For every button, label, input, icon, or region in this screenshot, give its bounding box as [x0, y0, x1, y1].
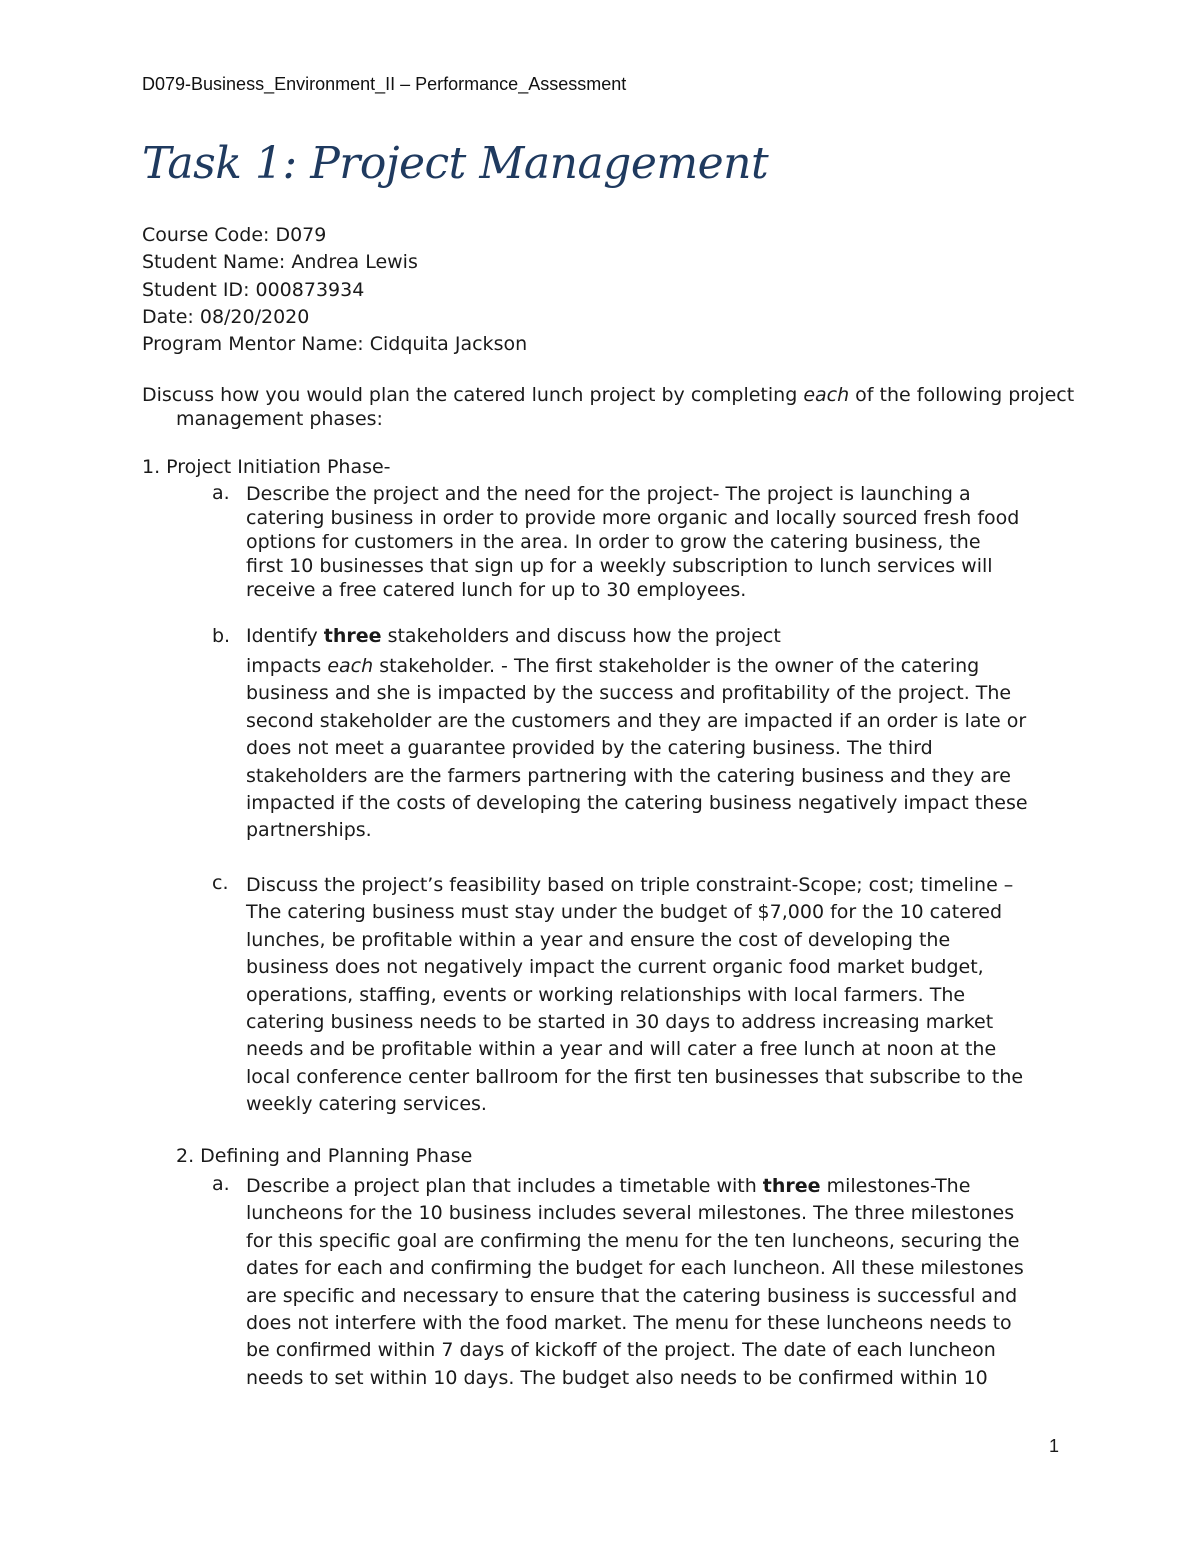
text-line: needs to set within 10 days. The budget also needs to be confirmed within 10 [246, 1366, 988, 1389]
intro-text-1: Discuss how you would plan the catered lunch project by completing [142, 384, 804, 406]
intro-text-2: of the following project management phases: [176, 384, 1075, 430]
text-line: does not interfere with the food market. The menu for these luncheons needs to [246, 1312, 1012, 1335]
text-line [246, 1173, 1024, 1200]
item-1a-marker: a. [212, 482, 230, 504]
text-line: options for customers in the area. In order to grow the catering business, the [246, 531, 981, 554]
text-line: Describe the project and the need for the project- The project is launching a [246, 483, 971, 505]
text-line: operations, staffing, events or working relationships with local farmers. The [246, 983, 966, 1006]
text-span: stakeholder. - The first stakeholder is the owner of the catering [373, 655, 980, 677]
text-line: catering business in order to provide more organic and locally sourced fresh food [246, 507, 1020, 530]
item-2a-text [246, 1173, 1024, 1392]
text-line: business and she is impacted by the success and profitability of the project. The [246, 682, 1012, 705]
item-1b-text [246, 653, 1028, 845]
page-number: 1 [1049, 1436, 1060, 1456]
text-span: stakeholders and discuss how the project [381, 625, 781, 647]
item-1a-text [246, 482, 1019, 602]
item-1c-marker: c. [212, 872, 229, 894]
text-line: The catering business must stay under the budget of $7,000 for the 10 catered [246, 901, 1003, 924]
text-line: receive a free catered lunch for up to 30 employees. [246, 579, 747, 602]
student-name: Student Name: Andrea Lewis [142, 251, 418, 274]
text-line: lunches, be profitable within a year and ensure the cost of developing the [246, 928, 951, 951]
item-1b-line-1 [246, 625, 781, 647]
bold-emphasis: three [762, 1175, 821, 1197]
text-span: impacts [246, 655, 328, 677]
text-line [246, 653, 1028, 680]
item-1c-text [246, 872, 1023, 1119]
student-info-block [142, 222, 527, 358]
item-1b-marker: b. [212, 625, 231, 647]
text-line: dates for each and confirming the budget for each luncheon. All these milestones [246, 1257, 1024, 1280]
text-line: stakeholders are the farmers partnering with the catering business and they are [246, 764, 1011, 787]
text-line: does not meet a guarantee provided by the catering business. The third [246, 737, 933, 760]
text-line: business does not negatively impact the current organic food market budget, [246, 956, 984, 979]
text-line: weekly catering services. [246, 1093, 487, 1116]
text-line: luncheons for the 10 business includes several milestones. The three milestones [246, 1202, 1015, 1225]
page-title: Task 1: Project Management [142, 138, 769, 189]
text-line: impacted if the costs of developing the catering business negatively impact these [246, 792, 1028, 815]
date: Date: 08/20/2020 [142, 305, 310, 328]
page-header: D079-Business_Environment_II – Performance_Assessment [142, 74, 627, 94]
italic-emphasis: each [327, 655, 374, 677]
text-line: second stakeholder are the customers and they are impacted if an order is late or [246, 709, 1027, 732]
text-span: milestones-The [820, 1175, 971, 1197]
text-line: catering business needs to be started in 30 days to address increasing market [246, 1011, 994, 1034]
text-line: partnerships. [246, 819, 372, 842]
text-line: needs and be profitable within a year and will cater a free lunch at noon at the [246, 1038, 997, 1061]
intro-emphasis: each [803, 384, 850, 406]
text-line: first 10 businesses that sign up for a weekly subscription to lunch services will [246, 555, 993, 578]
instructions-paragraph [142, 383, 1096, 431]
text-line: Discuss the project’s feasibility based on triple constraint-Scope; cost; timeline – [246, 874, 1014, 896]
text-line: be confirmed within 7 days of kickoff of the project. The date of each luncheon [246, 1339, 996, 1362]
text-line: local conference center ballroom for the first ten businesses that subscribe to the [246, 1065, 1024, 1088]
student-id: Student ID: 000873934 [142, 278, 365, 301]
text-line: for this specific goal are confirming the menu for the ten luncheons, securing the [246, 1229, 1020, 1252]
text-span: Describe a project plan that includes a timetable with [246, 1175, 763, 1197]
course-code: Course Code: D079 [142, 224, 327, 246]
text-line: are specific and necessary to ensure that the catering business is successful and [246, 1284, 1018, 1307]
section-2-heading: 2. Defining and Planning Phase [176, 1145, 473, 1167]
item-2a-marker: a. [212, 1173, 230, 1195]
program-mentor: Program Mentor Name: Cidquita Jackson [142, 333, 528, 356]
section-1-heading: 1. Project Initiation Phase- [142, 456, 391, 478]
text-span: Identify [246, 625, 324, 647]
bold-emphasis: three [323, 625, 382, 647]
